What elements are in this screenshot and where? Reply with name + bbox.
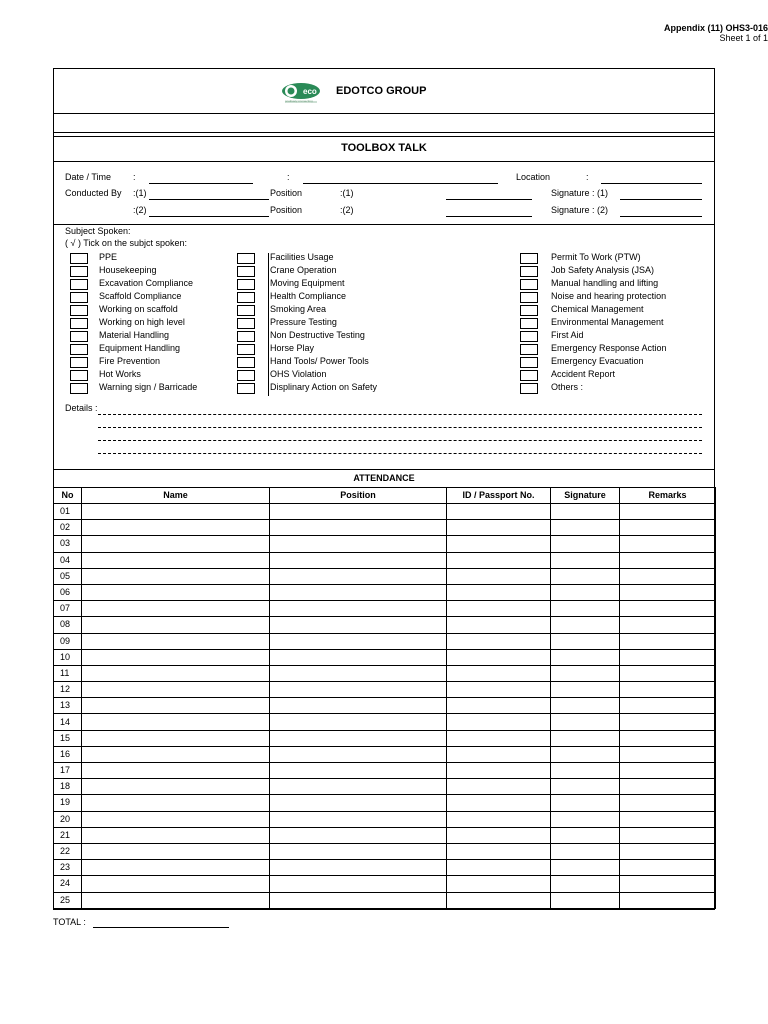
signature-cell[interactable]: [551, 746, 620, 762]
id-cell[interactable]: [447, 746, 551, 762]
subject-item-label: Working on scaffold: [99, 304, 178, 314]
subject-item-label: Equipment Handling: [99, 343, 181, 353]
position-cell[interactable]: [270, 520, 447, 536]
signature-cell[interactable]: [551, 682, 620, 698]
id-cell[interactable]: [447, 876, 551, 892]
time-field[interactable]: [303, 183, 498, 184]
subject-checkbox[interactable]: [70, 318, 88, 329]
position-cell[interactable]: [270, 568, 447, 584]
id-cell[interactable]: [447, 601, 551, 617]
attendance-title: ATTENDANCE: [353, 473, 415, 483]
position-cell[interactable]: [270, 763, 447, 779]
signature-cell[interactable]: [551, 811, 620, 827]
table-row: [54, 860, 716, 876]
id-cell[interactable]: [447, 665, 551, 681]
subject-item-label: Non Destructive Testing: [270, 330, 365, 340]
id-cell[interactable]: [447, 584, 551, 600]
signature-cell[interactable]: [551, 892, 620, 908]
tick-instruction: ( √ ) Tick on the subjct spoken:: [65, 238, 187, 248]
col-name: Name: [82, 488, 270, 504]
name-cell[interactable]: [82, 665, 270, 681]
subject-item-label: Working on high level: [99, 317, 185, 327]
remarks-cell[interactable]: [620, 552, 716, 568]
subject-checkbox[interactable]: [520, 344, 538, 355]
id-cell[interactable]: [447, 843, 551, 859]
subject-item-label: Facilities Usage: [270, 252, 334, 262]
remarks-cell[interactable]: [620, 682, 716, 698]
remarks-cell[interactable]: [620, 601, 716, 617]
row-number: 17: [54, 763, 82, 779]
col-no: No: [54, 488, 82, 504]
remarks-cell[interactable]: [620, 665, 716, 681]
subject-checkbox[interactable]: [520, 383, 538, 394]
table-row: [54, 827, 716, 843]
signature-cell[interactable]: [551, 617, 620, 633]
subject-item-label: Fire Prevention: [99, 356, 161, 366]
row-number: 04: [54, 552, 82, 568]
subject-item-label: Scaffold Compliance: [99, 291, 182, 301]
subject-item-label: Housekeeping: [99, 265, 157, 275]
name-cell[interactable]: [82, 682, 270, 698]
position-cell[interactable]: [270, 730, 447, 746]
form-title: TOOLBOX TALK: [341, 142, 427, 154]
position-cell[interactable]: [270, 617, 447, 633]
remarks-cell[interactable]: [620, 827, 716, 843]
remarks-cell[interactable]: [620, 568, 716, 584]
col-remarks: Remarks: [620, 488, 716, 504]
subject-item-label: Emergency Evacuation: [551, 356, 644, 366]
table-row: [54, 617, 716, 633]
subject-item-label: Health Compliance: [270, 291, 347, 301]
id-cell[interactable]: [447, 860, 551, 876]
name-cell[interactable]: [82, 827, 270, 843]
table-row: [54, 714, 716, 730]
id-cell[interactable]: [447, 617, 551, 633]
position-1-field[interactable]: [446, 199, 532, 200]
position-cell[interactable]: [270, 779, 447, 795]
name-cell[interactable]: [82, 584, 270, 600]
remarks-cell[interactable]: [620, 714, 716, 730]
subject-item-label: Excavation Compliance: [99, 278, 194, 288]
row-number: 10: [54, 649, 82, 665]
subject-item-label: Horse Play: [270, 343, 315, 353]
table-row: [54, 536, 716, 552]
conducted-by-1-field[interactable]: [149, 199, 269, 200]
name-cell[interactable]: [82, 633, 270, 649]
position-cell[interactable]: [270, 876, 447, 892]
details-label: Details :: [65, 403, 98, 413]
row-number: 07: [54, 601, 82, 617]
date-time-label: Date / Time: [65, 172, 112, 182]
subject-item-label: PPE: [99, 252, 118, 262]
id-cell[interactable]: [447, 649, 551, 665]
remarks-cell[interactable]: [620, 811, 716, 827]
id-cell[interactable]: [447, 633, 551, 649]
name-cell[interactable]: [82, 763, 270, 779]
name-cell[interactable]: [82, 811, 270, 827]
subject-checkbox[interactable]: [237, 383, 255, 394]
subject-checkbox[interactable]: [70, 253, 88, 264]
subject-item-label: OHS Violation: [270, 369, 327, 379]
row-number: 18: [54, 779, 82, 795]
row-number: 20: [54, 811, 82, 827]
remarks-cell[interactable]: [620, 520, 716, 536]
signature-cell[interactable]: [551, 730, 620, 746]
appendix-code: Appendix (11) OHS3-016: [663, 23, 768, 33]
subject-checkbox[interactable]: [237, 253, 255, 264]
table-row: [54, 552, 716, 568]
table-row: [54, 698, 716, 714]
remarks-cell[interactable]: [620, 746, 716, 762]
subject-item-label: Hand Tools/ Power Tools: [270, 356, 369, 366]
position-1-label: Position: [270, 188, 303, 198]
id-cell[interactable]: [447, 504, 551, 520]
id-cell[interactable]: [447, 682, 551, 698]
name-cell[interactable]: [82, 892, 270, 908]
table-row: [54, 520, 716, 536]
subject-checkbox[interactable]: [70, 305, 88, 316]
table-row: [54, 763, 716, 779]
signature-cell[interactable]: [551, 584, 620, 600]
row-number: 22: [54, 843, 82, 859]
name-cell[interactable]: [82, 504, 270, 520]
subject-checkbox[interactable]: [70, 292, 88, 303]
table-row: [54, 601, 716, 617]
subject-checkbox[interactable]: [520, 370, 538, 381]
signature-cell[interactable]: [551, 504, 620, 520]
subject-item-label: Others :: [551, 382, 584, 392]
position-cell[interactable]: [270, 504, 447, 520]
subject-item-label: Hot Works: [99, 369, 141, 379]
position-cell[interactable]: [270, 827, 447, 843]
remarks-cell[interactable]: [620, 584, 716, 600]
logo-text: eco: [303, 87, 317, 96]
attendance-table: [53, 487, 716, 909]
subject-checkbox[interactable]: [237, 344, 255, 355]
remarks-cell[interactable]: [620, 730, 716, 746]
table-row: [54, 584, 716, 600]
position-cell[interactable]: [270, 552, 447, 568]
id-cell[interactable]: [447, 714, 551, 730]
remarks-cell[interactable]: [620, 536, 716, 552]
table-row: [54, 504, 716, 520]
table-row: [54, 633, 716, 649]
name-cell[interactable]: [82, 730, 270, 746]
position-cell[interactable]: [270, 536, 447, 552]
position-cell[interactable]: [270, 633, 447, 649]
position-2-field[interactable]: [446, 216, 532, 217]
col-id: ID / Passport No.: [447, 488, 551, 504]
signature-cell[interactable]: [551, 827, 620, 843]
name-cell[interactable]: [82, 601, 270, 617]
subject-checkbox[interactable]: [237, 279, 255, 290]
subject-item-label: Displinary Action on Safety: [270, 382, 378, 392]
table-row: [54, 746, 716, 762]
total-field[interactable]: [93, 927, 229, 928]
name-cell[interactable]: [82, 746, 270, 762]
subject-checkbox[interactable]: [520, 318, 538, 329]
logo-tagline: positively connecting: [285, 99, 313, 103]
time-colon: :: [287, 172, 290, 182]
subject-item-label: Job Safety Analysis (JSA): [551, 265, 655, 275]
id-cell[interactable]: [447, 568, 551, 584]
conducted-by-label: Conducted By: [65, 188, 122, 198]
signature-cell[interactable]: [551, 633, 620, 649]
position-cell[interactable]: [270, 649, 447, 665]
row-number: 16: [54, 746, 82, 762]
signature-cell[interactable]: [551, 876, 620, 892]
subject-checkbox[interactable]: [520, 357, 538, 368]
position-cell[interactable]: [270, 795, 447, 811]
name-cell[interactable]: [82, 520, 270, 536]
name-cell[interactable]: [82, 617, 270, 633]
row-number: 01: [54, 504, 82, 520]
subject-checkbox[interactable]: [237, 318, 255, 329]
subject-item-label: Chemical Management: [551, 304, 644, 314]
subject-item-label: Smoking Area: [270, 304, 327, 314]
position-cell[interactable]: [270, 714, 447, 730]
subject-item-label: Noise and hearing protection: [551, 291, 667, 301]
row-number: 03: [54, 536, 82, 552]
name-cell[interactable]: [82, 552, 270, 568]
row-number: 08: [54, 617, 82, 633]
company-name: EDOTCO GROUP: [336, 85, 427, 97]
signature-2-field[interactable]: [620, 216, 702, 217]
subject-item-label: Environmental Management: [551, 317, 664, 327]
subject-checkbox[interactable]: [520, 331, 538, 342]
subject-item-label: Crane Operation: [270, 265, 337, 275]
row-number: 09: [54, 633, 82, 649]
row-number: 06: [54, 584, 82, 600]
row-number: 24: [54, 876, 82, 892]
name-cell[interactable]: [82, 795, 270, 811]
id-cell[interactable]: [447, 892, 551, 908]
signature-cell[interactable]: [551, 843, 620, 859]
location-colon: :: [586, 172, 589, 182]
subject-checkbox[interactable]: [520, 279, 538, 290]
signature-cell[interactable]: [551, 601, 620, 617]
table-row: [54, 730, 716, 746]
conducted-1-marker: :(1): [133, 188, 147, 198]
signature-cell[interactable]: [551, 714, 620, 730]
name-cell[interactable]: [82, 860, 270, 876]
row-number: 15: [54, 730, 82, 746]
signature-cell[interactable]: [551, 779, 620, 795]
table-row: [54, 876, 716, 892]
row-number: 21: [54, 827, 82, 843]
name-cell[interactable]: [82, 876, 270, 892]
details-line-3[interactable]: [98, 440, 702, 441]
subject-item-label: Warning sign / Barricade: [99, 382, 198, 392]
table-row: [54, 665, 716, 681]
position-1-marker: :(1): [340, 188, 354, 198]
subject-checkbox[interactable]: [520, 305, 538, 316]
table-row: [54, 779, 716, 795]
table-row: [54, 568, 716, 584]
table-row: [54, 811, 716, 827]
subject-checkbox[interactable]: [520, 253, 538, 264]
position-cell[interactable]: [270, 811, 447, 827]
signature-1-field[interactable]: [620, 199, 702, 200]
remarks-cell[interactable]: [620, 860, 716, 876]
subject-checkbox[interactable]: [237, 357, 255, 368]
row-number: 05: [54, 568, 82, 584]
subject-checkbox[interactable]: [70, 266, 88, 277]
remarks-cell[interactable]: [620, 876, 716, 892]
details-line-2[interactable]: [98, 427, 702, 428]
subject-item-label: Material Handling: [99, 330, 170, 340]
id-cell[interactable]: [447, 698, 551, 714]
remarks-cell[interactable]: [620, 504, 716, 520]
row-number: 19: [54, 795, 82, 811]
conducted-by-2-field[interactable]: [149, 216, 269, 217]
conducted-2-marker: :(2): [133, 205, 147, 215]
signature-cell[interactable]: [551, 552, 620, 568]
col-position: Position: [270, 488, 447, 504]
position-cell[interactable]: [270, 601, 447, 617]
signature-cell[interactable]: [551, 568, 620, 584]
remarks-cell[interactable]: [620, 698, 716, 714]
details-line-1[interactable]: [98, 414, 702, 415]
row-number: 23: [54, 860, 82, 876]
remarks-cell[interactable]: [620, 892, 716, 908]
row-number: 11: [54, 665, 82, 681]
position-cell[interactable]: [270, 746, 447, 762]
location-field[interactable]: [601, 183, 702, 184]
id-cell[interactable]: [447, 811, 551, 827]
signature-cell[interactable]: [551, 665, 620, 681]
subject-item-label: Emergency Response Action: [551, 343, 667, 353]
name-cell[interactable]: [82, 698, 270, 714]
location-label: Location: [516, 172, 551, 182]
remarks-cell[interactable]: [620, 649, 716, 665]
remarks-cell[interactable]: [620, 795, 716, 811]
position-cell[interactable]: [270, 843, 447, 859]
name-cell[interactable]: [82, 536, 270, 552]
subject-checkbox[interactable]: [237, 370, 255, 381]
position-cell[interactable]: [270, 892, 447, 908]
id-cell[interactable]: [447, 795, 551, 811]
id-cell[interactable]: [447, 763, 551, 779]
row-number: 25: [54, 892, 82, 908]
subject-checkbox[interactable]: [237, 331, 255, 342]
signature-2-label: Signature : (2): [551, 205, 609, 215]
id-cell[interactable]: [447, 779, 551, 795]
table-row: [54, 682, 716, 698]
remarks-cell[interactable]: [620, 633, 716, 649]
subject-checkbox[interactable]: [237, 305, 255, 316]
name-cell[interactable]: [82, 649, 270, 665]
subject-item-label: First Aid: [551, 330, 584, 340]
subject-checkbox[interactable]: [520, 292, 538, 303]
table-row: [54, 843, 716, 859]
signature-cell[interactable]: [551, 795, 620, 811]
position-cell[interactable]: [270, 860, 447, 876]
table-row: [54, 795, 716, 811]
signature-cell[interactable]: [551, 649, 620, 665]
id-cell[interactable]: [447, 552, 551, 568]
remarks-cell[interactable]: [620, 763, 716, 779]
subject-checkbox[interactable]: [70, 344, 88, 355]
table-row: [54, 649, 716, 665]
remarks-cell[interactable]: [620, 779, 716, 795]
subject-checkbox[interactable]: [237, 292, 255, 303]
subject-item-label: Manual handling and lifting: [551, 278, 659, 288]
subject-checkbox[interactable]: [70, 279, 88, 290]
remarks-cell[interactable]: [620, 617, 716, 633]
signature-cell[interactable]: [551, 698, 620, 714]
signature-cell[interactable]: [551, 536, 620, 552]
subject-checkbox[interactable]: [70, 370, 88, 381]
position-2-label: Position: [270, 205, 303, 215]
signature-1-label: Signature : (1): [551, 188, 609, 198]
signature-cell[interactable]: [551, 520, 620, 536]
signature-cell[interactable]: [551, 763, 620, 779]
subject-checkbox[interactable]: [70, 357, 88, 368]
position-cell[interactable]: [270, 698, 447, 714]
subject-title: Subject Spoken:: [65, 226, 131, 236]
row-number: 12: [54, 682, 82, 698]
id-cell[interactable]: [447, 520, 551, 536]
col-signature: Signature: [551, 488, 620, 504]
subject-item-label: Pressure Testing: [270, 317, 337, 327]
name-cell[interactable]: [82, 843, 270, 859]
name-cell[interactable]: [82, 779, 270, 795]
subject-checkbox[interactable]: [70, 331, 88, 342]
row-number: 13: [54, 698, 82, 714]
details-line-4[interactable]: [98, 453, 702, 454]
subject-column-divider: [268, 253, 269, 396]
id-cell[interactable]: [447, 536, 551, 552]
row-number: 02: [54, 520, 82, 536]
position-cell[interactable]: [270, 682, 447, 698]
sheet-number: Sheet 1 of 1: [719, 33, 768, 43]
remarks-cell[interactable]: [620, 843, 716, 859]
signature-cell[interactable]: [551, 860, 620, 876]
name-cell[interactable]: [82, 568, 270, 584]
subject-checkbox[interactable]: [237, 266, 255, 277]
id-cell[interactable]: [447, 730, 551, 746]
row-number: 14: [54, 714, 82, 730]
position-cell[interactable]: [270, 584, 447, 600]
subject-item-label: Moving Equipment: [270, 278, 345, 288]
position-cell[interactable]: [270, 665, 447, 681]
date-field[interactable]: [149, 183, 253, 184]
id-cell[interactable]: [447, 827, 551, 843]
table-row: [54, 892, 716, 908]
name-cell[interactable]: [82, 714, 270, 730]
total-label: TOTAL :: [53, 917, 86, 927]
subject-checkbox[interactable]: [520, 266, 538, 277]
subject-item-label: Permit To Work (PTW): [551, 252, 641, 262]
date-colon: :: [133, 172, 136, 182]
subject-item-label: Accident Report: [551, 369, 616, 379]
position-2-marker: :(2): [340, 205, 354, 215]
subject-checkbox[interactable]: [70, 383, 88, 394]
